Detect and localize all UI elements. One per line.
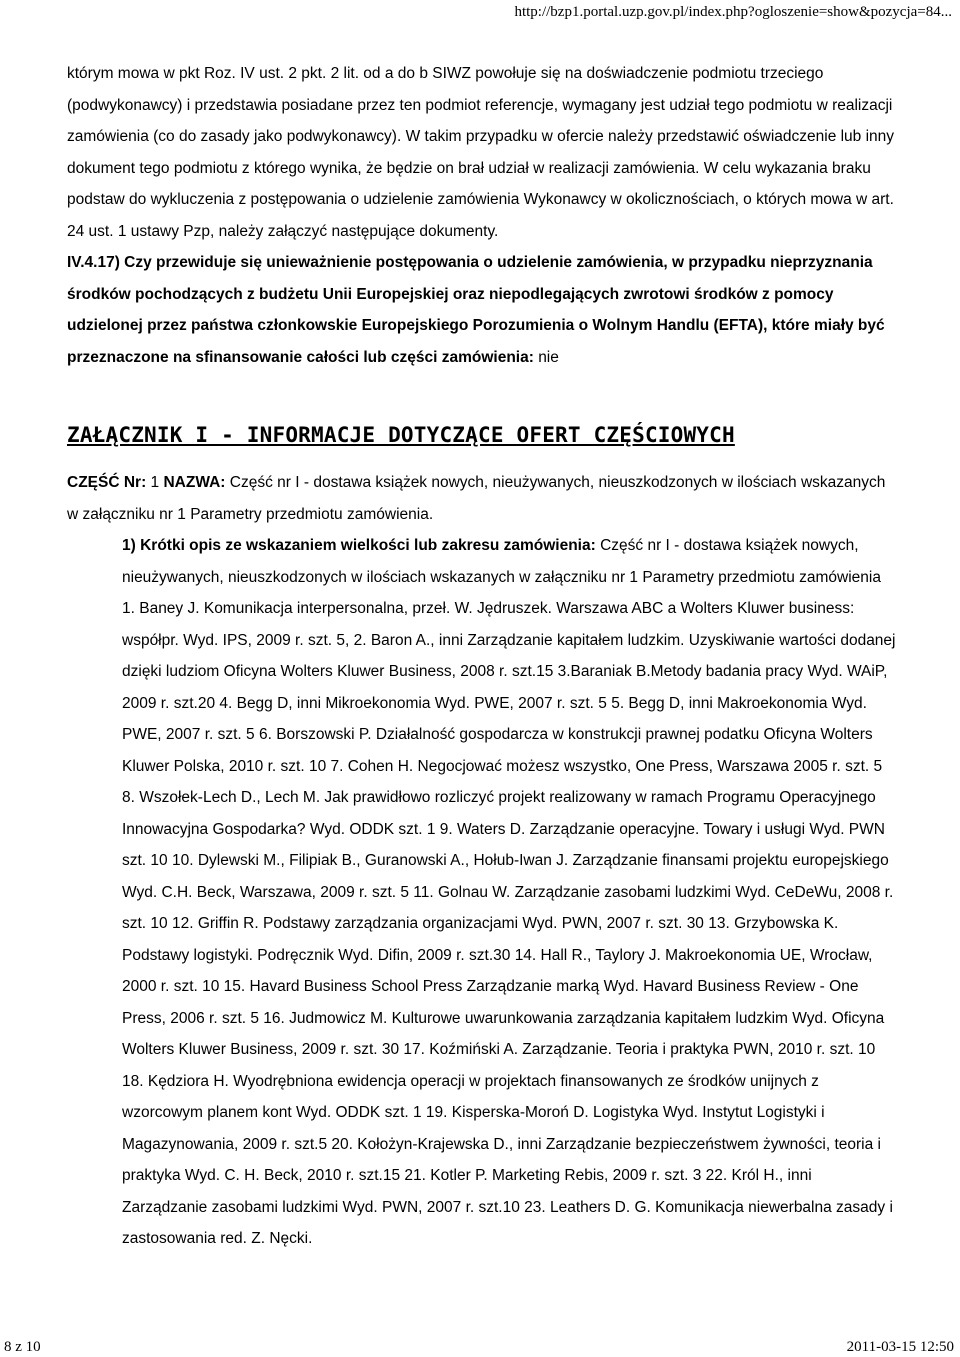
- page-number: 8 z 10: [4, 1339, 41, 1355]
- print-datetime: 2011-03-15 12:50: [846, 1339, 954, 1355]
- question-answer: nie: [538, 348, 559, 366]
- part-label: CZĘŚĆ Nr:: [67, 474, 147, 491]
- question-iv-4-17: [67, 247, 897, 373]
- name-label: NAZWA:: [163, 474, 226, 491]
- part-number: 1: [150, 474, 160, 491]
- question-label: IV.4.17) Czy przewiduje się unieważnienie postępowania o udzielenie zamówienia, w przypadku nieprzyznania środków pochodzących z budżetu Unii Europejskiej oraz niepodlegających zwrotowi środków z pomocy udzielonej przez państwa członkowskie Europejskiego Porozumienia o Wolnym Handlu (EFTA), które miały być przeznaczone na sfinansowanie całości lub części zamówienia:: [67, 254, 885, 366]
- description-value: Część nr I - dostawa książek nowych, nieużywanych, nieuszkodzonych w ilościach wskazanych w załączniku nr 1 Parametry przedmiotu zamówienia 1. Baney J. Komunikacja interpersonalna, przeł. W. Jędruszek. Warszawa ABC a Wolters Kluwer business: współpr. Wyd. IPS, 2009 r. szt. 5, 2. Baron A., inni Zarządzanie kapitałem ludzkim. Uzyskiwanie wartości dodanej dzięki ludziom Oficyna Wolters Kluwer Business, 2008 r. szt.15 3.Baraniak B.Metody badania pracy Wyd. WAiP, 2009 r. szt.20 4. Begg D, inni Mikroekonomia Wyd. PWE, 2007 r. szt. 5 5. Begg D, inni Makroekonomia Wyd. PWE, 2007 r. szt. 5 6. Borszowski P. Działalność gospodarcza w konstrukcji prawnej podatku Oficyna Wolters Kluwer Polska, 2010 r. szt. 10 7. Cohen H. Negocjować możesz wszystko, One Press, Warszawa 2005 r. szt. 5 8. Wszołek-Lech D., Lech M. Jak prawidłowo rozliczyć projekt realizowany w ramach Programu Operacyjnego Innowacyjna Gospodarka? Wyd. ODDK szt. 1 9. Waters D. Zarządzanie operacyjne. Towary i usługi Wyd. PWN szt. 10 10. Dylewski M., Filipiak B., Guranowski A., Hołub-Iwan J. Zarządzanie finansami projektu europejskiego Wyd. C.H. Beck, Warszawa, 2009 r. szt. 5 11. Golnau W. Zarządzanie zasobami ludzkimi Wyd. CeDeWu, 2008 r. szt. 10 12. Griffin R. Podstawy zarządzania organizacjami Wyd. PWN, 2007 r. szt. 30 13. Grzybowska K. Podstawy logistyki. Podręcznik Wyd. Difin, 2009 r. szt.30 14. Hall R., Taylory J. Makroekonomia UE, Wrocław, 2000 r. szt. 10 15. Havard Business School Press Zarządzanie marką Wyd. Havard Business Review - One Press, 2006 r. szt. 5 16. Judmowicz M. Kulturowe uwarunkowania zarządzania kapitałem ludzkim Wyd. Oficyna Wolters Kluwer Business, 2009 r. szt. 30 17. Koźmiński A. Zarządzanie. Teoria i praktyka PWN, 2010 r. szt. 10 18. Kędziora H. Wyodrębniona ewidencja operacji w projektach finansowanych ze środków unijnych z wzorcowym planem kont Wyd. ODDK szt. 1 19. Kisperska-Moroń D. Logistyka Wyd. Instytut Logistyki i Magazynowania, 2009 r. szt.5 20. Kołożyn-Krajewska D., inni Zarządzanie bezpieczeństwem żywności, teoria i praktyka Wyd. C. H. Beck, 2010 r. szt.15 21. Kotler P. Marketing Rebis, 2009 r. szt. 3 22. Król H., inni Zarządzanie zasobami ludzkimi Wyd. PWN, 2007 r. szt.10 23. Leathers D. G. Komunikacja niewerbalna zasady i zastosowania red. Z. Nęcki.: [122, 537, 896, 1247]
- part-info: [67, 467, 897, 530]
- page-url: http://bzp1.portal.uzp.gov.pl/index.php?ogloszenie=show&pozycja=84...: [514, 4, 952, 20]
- section-iv-paragraph: którym mowa w pkt Roz. IV ust. 2 pkt. 2 lit. od a do b SIWZ powołuje się na doświadczenie podmiotu trzeciego (podwykonawcy) i przedstawia posiadane przez ten podmiot referencje, wymagany jest udział tego podmiotu w realizacji zamówienia (co do zasady jako podwykonawcy). W takim przypadku w ofercie należy przedstawić oświadczenie lub inny dokument tego podmiotu z którego wynika, że będzie on brał udział w realizacji zamówienia. W celu wykazania braku podstaw do wykluczenia z postępowania o udzielenie zamówienia Wykonawcy w okolicznościach, o których mowa w art. 24 ust. 1 ustawy Pzp, należy załączyć następujące dokumenty.: [67, 65, 895, 240]
- description-label: 1) Krótki opis ze wskazaniem wielkości lub zakresu zamówienia:: [122, 537, 596, 554]
- attachment-heading: ZAŁĄCZNIK I - INFORMACJE DOTYCZĄCE OFERT CZĘŚCIOWYCH: [67, 423, 735, 447]
- document-body: [67, 58, 897, 1255]
- name-value: Część nr I - dostawa książek nowych, nieużywanych, nieuszkodzonych w ilościach wskazanych w załączniku nr 1 Parametry przedmiotu zamówienia.: [67, 474, 886, 523]
- short-description: [122, 530, 897, 1255]
